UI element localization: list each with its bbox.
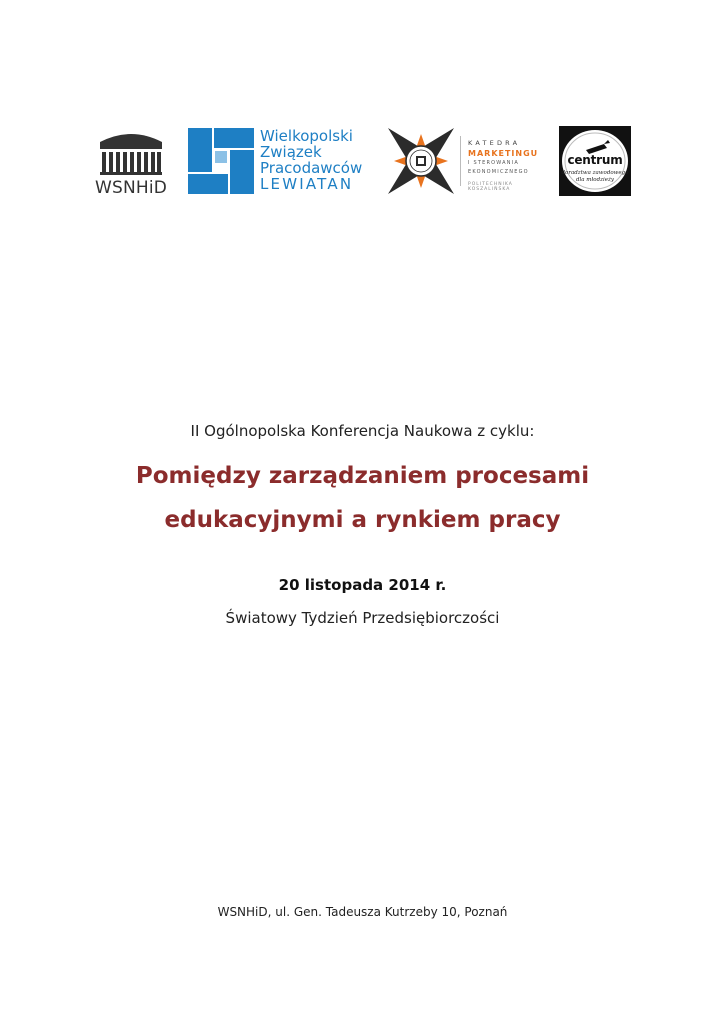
wsnhid-logo-text: WSNHiD: [94, 178, 168, 198]
centrum-logo-subtitle: [559, 170, 631, 184]
venue-address: WSNHiD, ul. Gen. Tadeusza Kutrzeby 10, Poznań: [217, 905, 508, 919]
katedra-marketingu-logo: [386, 126, 546, 198]
colonnade-icon: [92, 128, 170, 176]
centrum-logo: [559, 126, 631, 196]
lewiatan-logo: [188, 128, 368, 198]
conference-title-line-2: edukacyjnymi a rynkiem pracy: [164, 507, 561, 533]
event-name: Światowy Tydzień Przedsiębiorczości: [225, 609, 500, 627]
conference-title-line-1: Pomiędzy zarządzaniem procesami: [135, 463, 590, 489]
lewiatan-line-2: Związek: [260, 143, 322, 161]
lewiatan-logo-text: [260, 128, 362, 192]
conference-title: [0, 454, 725, 542]
lewiatan-line-3: Pracodawców: [260, 159, 363, 177]
katedra-logo-text: [468, 139, 546, 192]
centrum-sub-2: dla młodzieży: [575, 177, 615, 183]
compass-star-icon: [386, 126, 456, 196]
lewiatan-squares-icon: [188, 128, 254, 194]
katedra-line-2: MARKETINGU: [468, 149, 539, 158]
conference-intro: II Ogólnopolska Konferencja Naukowa z cyklu:: [190, 422, 535, 440]
wsnhid-logo: [92, 128, 170, 198]
centrum-logo-name: centrum: [567, 153, 623, 167]
katedra-line-5: POLITECHNIKA KOSZALIŃSKA: [468, 182, 513, 192]
katedra-line-3: I STEROWANIA: [468, 160, 519, 166]
lewiatan-line-4: LEWIATAN: [260, 175, 354, 193]
centrum-sub-1: doradztwa zawodowego: [561, 170, 629, 176]
lewiatan-line-1: Wielkopolski: [260, 127, 353, 145]
katedra-line-1: KATEDRA: [468, 139, 521, 147]
conference-date: 20 listopada 2014 r.: [278, 576, 447, 594]
katedra-line-4: EKONOMICZNEGO: [468, 169, 529, 175]
logos-header: [0, 124, 725, 204]
katedra-divider: [460, 136, 461, 186]
